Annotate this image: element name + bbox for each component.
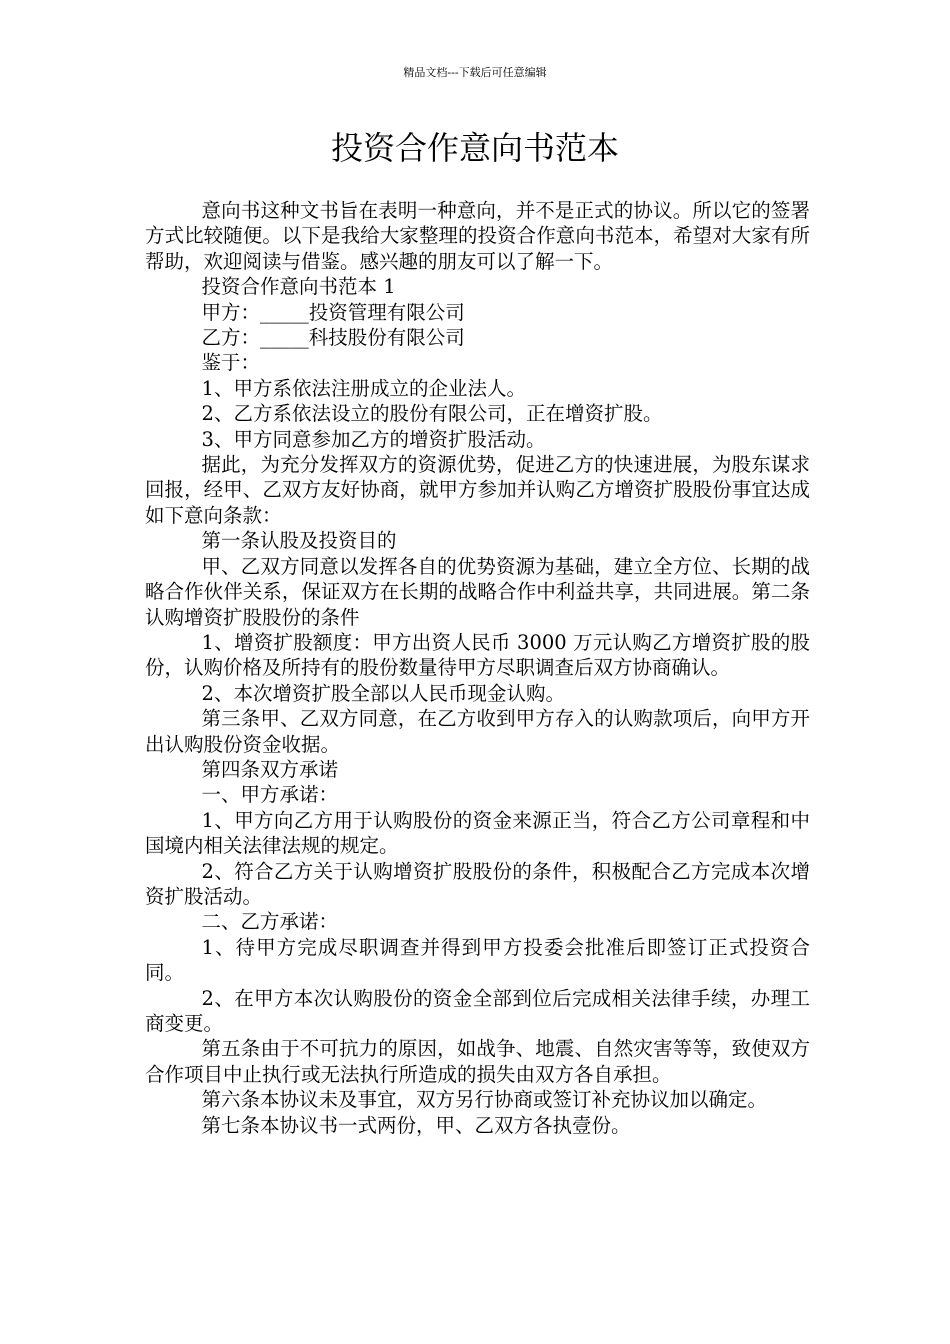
paragraph-article-4-heading: 第四条双方承诺: [201, 757, 339, 781]
paragraph-article-2-item-1: 1、增资扩股额度：甲方出资人民币 3000 万元认购乙方增资扩股的股份，认购价格及所持有的股份数量待甲方尽职调查后双方协商确认。: [145, 630, 810, 680]
document-title: 投资合作意向书范本: [330, 129, 619, 167]
paragraph-article-6: 第六条本协议未及事宜，双方另行协商或签订补充协议加以确定。: [201, 1088, 768, 1112]
paragraph-party-b-commitment-1: 1、待甲方完成尽职调查并得到甲方投委会批准后即签订正式投资合同。: [145, 935, 810, 985]
paragraph-article-2-item-2: 2、本次增资扩股全部以人民币现金认购。: [201, 681, 565, 705]
paragraph-article-5: 第五条由于不可抗力的原因，如战争、地震、自然灾害等等，致使双方合作项目中止执行或无法执行所造成的损失由双方各自承担。: [145, 1037, 810, 1086]
paragraph-accordingly: 据此，为充分发挥双方的资源优势，促进乙方的快速进展，为股东谋求回报，经甲、乙双方友好协商，就甲方参加并认购乙方增资扩股股份事宜达成如下意向条款：: [145, 453, 810, 527]
paragraph-party-a-commitments: 一、甲方承诺：: [201, 783, 339, 807]
paragraph-whereas: 鉴于：: [201, 351, 261, 375]
paragraph-party-b: 乙方：_____科技股份有限公司: [201, 326, 465, 350]
paragraph-whereas-3: 3、甲方同意参加乙方的增资扩股活动。: [201, 427, 546, 451]
paragraph-intro: 意向书这种文书旨在表明一种意向，并不是正式的协议。所以它的签署方式比较随便。以下是我给大家整理的投资合作意向书范本，希望对大家有所帮助，欢迎阅读与借鉴。感兴趣的朋友可以了解一下。: [145, 199, 810, 273]
paragraph-party-b-commitment-2: 2、在甲方本次认购股份的资金全部到位后完成相关法律手续，办理工商变更。: [145, 986, 810, 1035]
paragraph-party-a-commitment-1: 1、甲方向乙方用于认购股份的资金来源正当，符合乙方公司章程和中国境内相关法律法规的规定。: [145, 808, 810, 858]
paragraph-party-a: 甲方：_____投资管理有限公司: [201, 300, 465, 324]
paragraph-whereas-1: 1、甲方系依法注册成立的企业法人。: [201, 376, 526, 400]
paragraph-whereas-2: 2、乙方系依法设立的股份有限公司，正在增资扩股。: [201, 402, 663, 426]
document-body: [145, 198, 810, 1138]
paragraph-article-1-heading: 第一条认股及投资目的: [201, 529, 397, 553]
paragraph-sample-heading: 投资合作意向书范本 1: [201, 275, 396, 299]
paragraph-article-7: 第七条本协议书一式两份，甲、乙双方各执壹份。: [201, 1113, 631, 1137]
paragraph-party-a-commitment-2: 2、符合乙方关于认购增资扩股股份的条件，积极配合乙方完成本次增资扩股活动。: [145, 859, 810, 908]
paragraph-party-b-commitments: 二、乙方承诺：: [201, 910, 339, 934]
paragraph-article-3: 第三条甲、乙双方同意，在乙方收到甲方存入的认购款项后，向甲方开出认购股份资金收据。: [145, 707, 810, 756]
header-note: 精品文档---下载后可任意编辑: [403, 66, 547, 79]
paragraph-article-1-body: 甲、乙双方同意以发挥各自的优势资源为基础，建立全方位、长期的战略合作伙伴关系，保证双方在长期的战略合作中利益共享，共同进展。第二条认购增资扩股股份的条件: [145, 554, 810, 629]
